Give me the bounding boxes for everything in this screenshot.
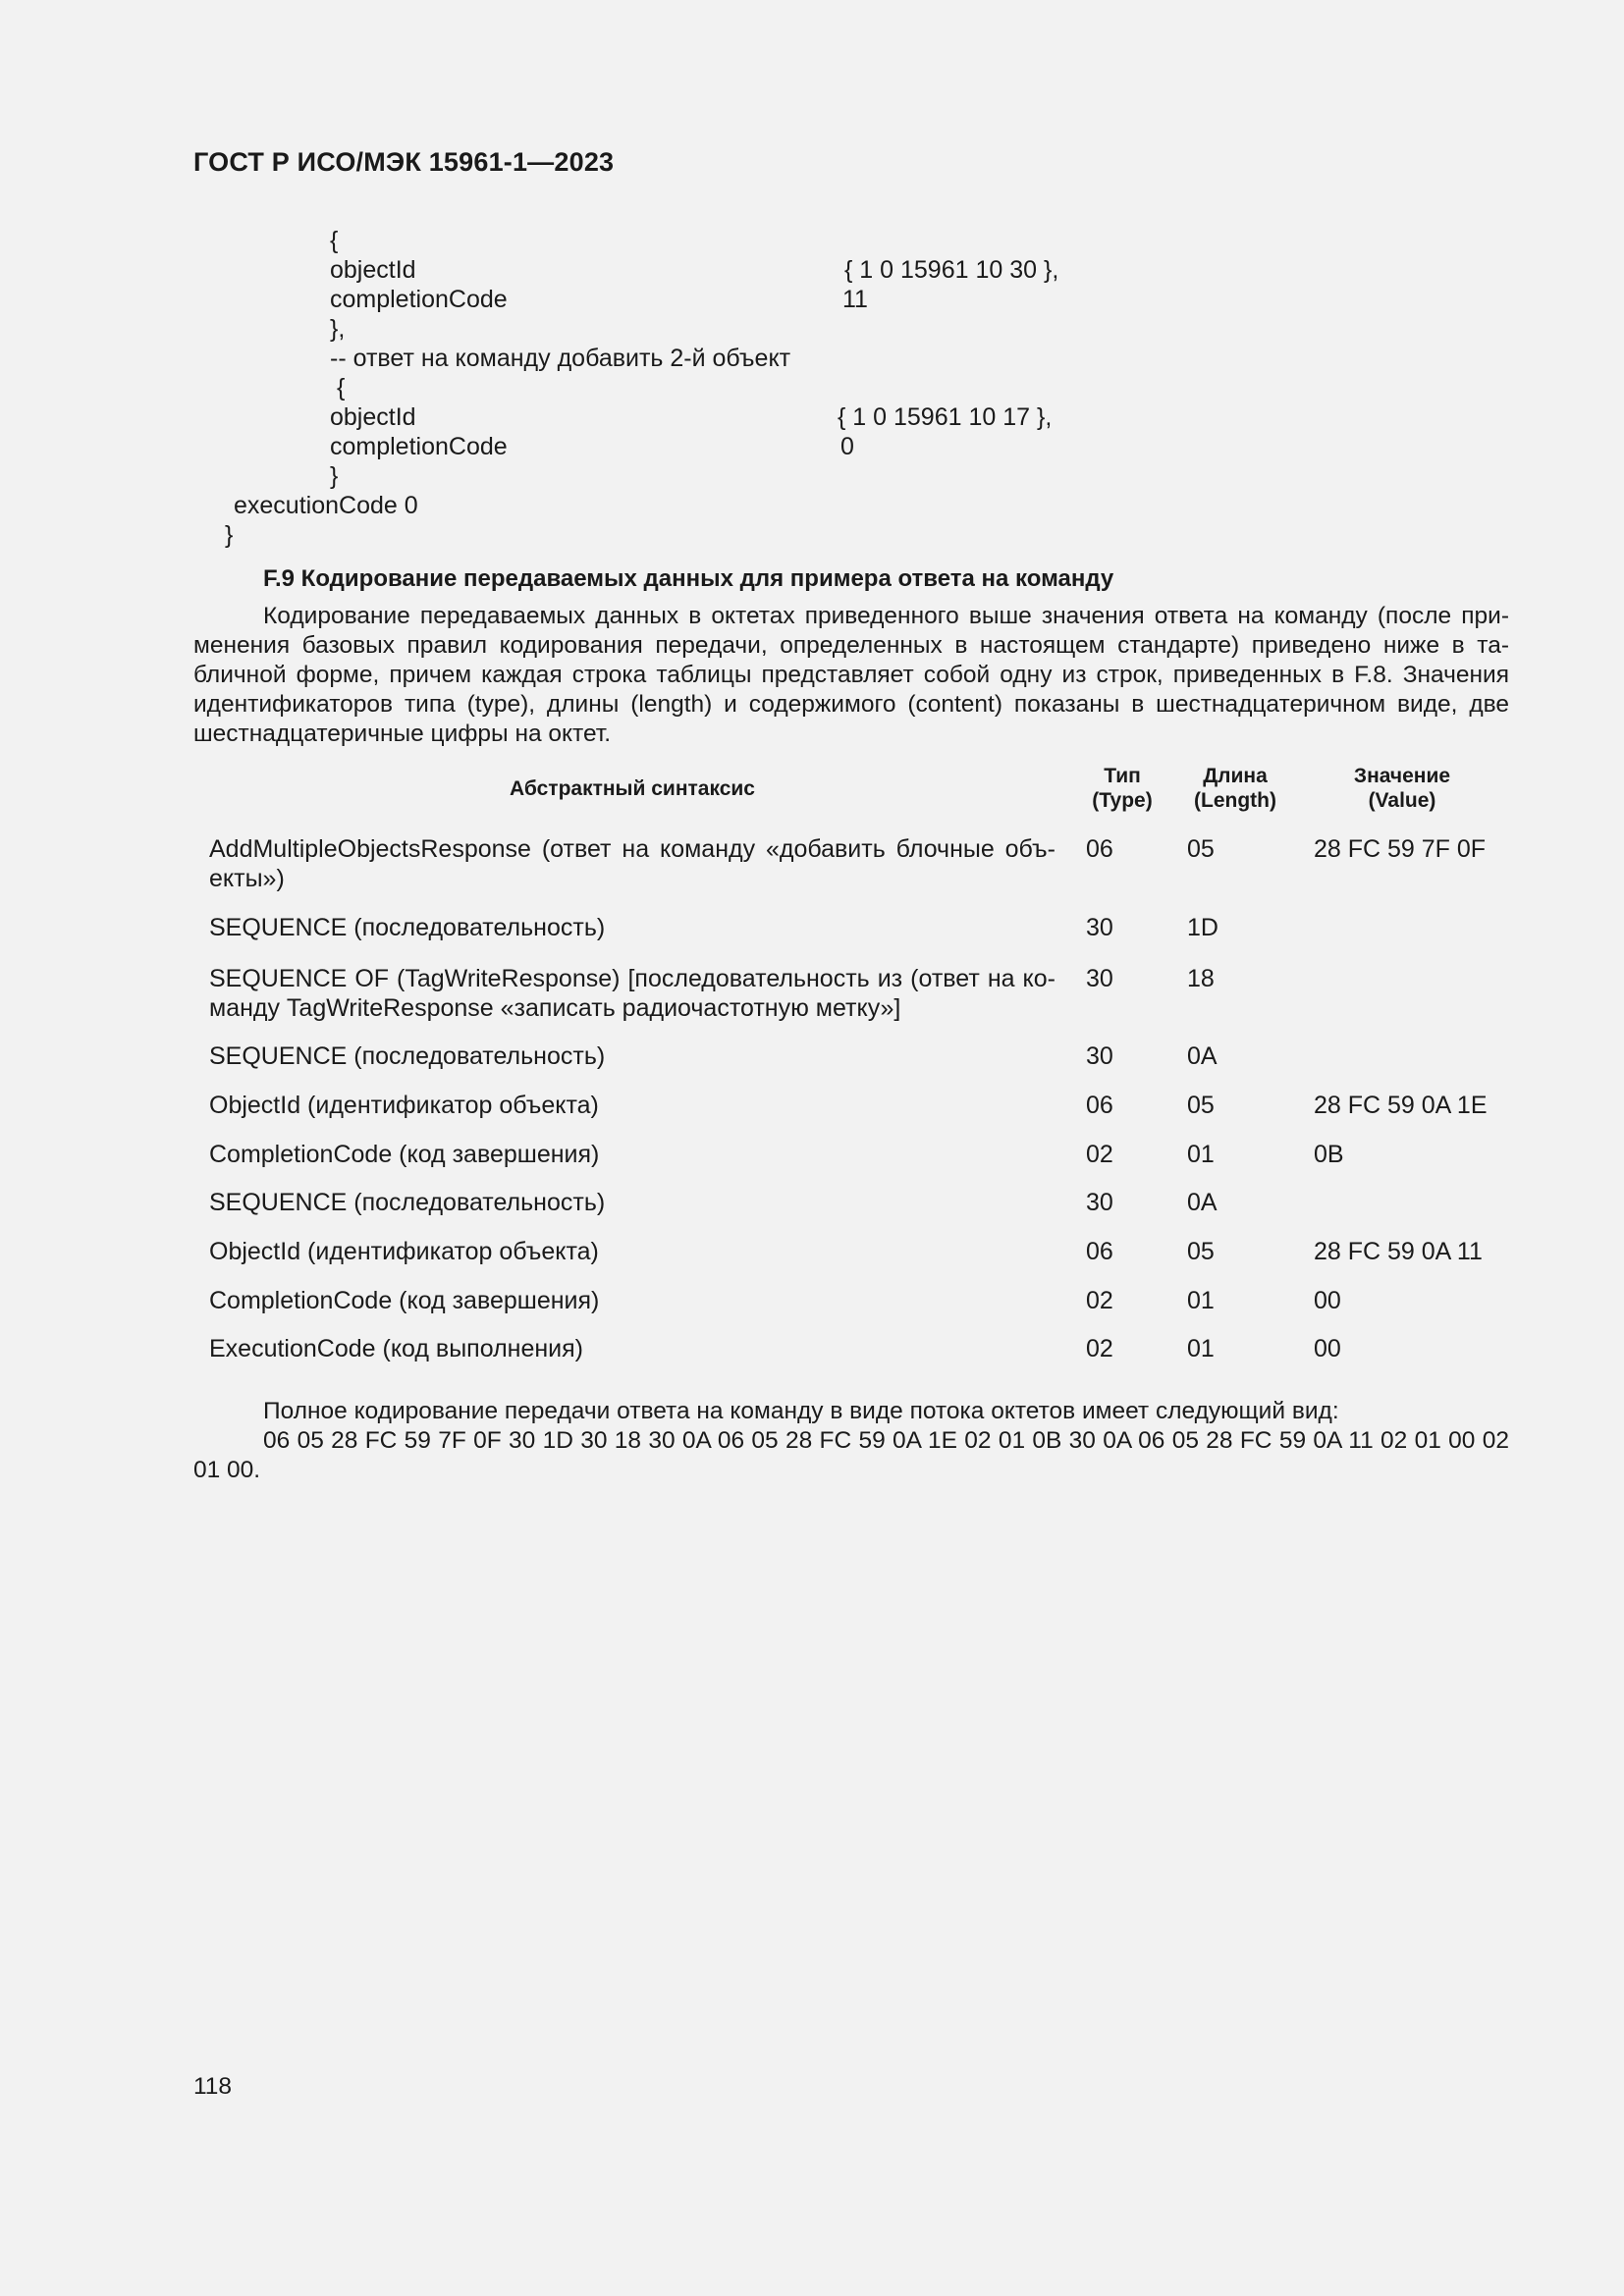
octet-stream-data (193, 1426, 1509, 1485)
table-cell-type: 02 (1086, 1335, 1113, 1362)
code-line: executionCode 0 (234, 492, 418, 519)
code-line-value: 11 (842, 286, 868, 313)
table-cell-length: 01 (1187, 1335, 1215, 1362)
table-cell-value: 00 (1314, 1287, 1341, 1314)
code-line: objectId (330, 256, 416, 284)
document-header: ГОСТ Р ИСО/МЭК 15961-1—2023 (193, 147, 615, 177)
table-header-length-line2: (Length) (1194, 789, 1276, 812)
table-header-value-line2: (Value) (1368, 789, 1436, 812)
table-cell-syntax: AddMultipleObjectsResponse (ответ на команду «добавить блочные объекты») (209, 835, 1056, 892)
table-cell-type: 06 (1086, 1238, 1113, 1265)
table-cell-length: 18 (1187, 965, 1215, 992)
octet-stream-intro-text: Полное кодирование передачи ответа на команду в виде потока октетов имеет следующий вид: (263, 1398, 1339, 1424)
table-header-type (1080, 764, 1164, 813)
table-cell-length: 1D (1187, 914, 1218, 941)
code-line: } (330, 462, 339, 490)
table-cell-type: 30 (1086, 1189, 1113, 1216)
table-cell-type: 02 (1086, 1287, 1113, 1314)
code-line: { (330, 227, 339, 254)
section-paragraph (193, 602, 1509, 749)
octet-stream-block (193, 1397, 1509, 1485)
octet-stream-data-text: 06 05 28 FC 59 7F 0F 30 1D 30 18 30 0A 06 05 28 FC 59 0A 1E 02 01 0B 30 0A 06 05 28 FC 59 0A 11 02 01 00 02 01 00. (193, 1427, 1509, 1483)
table-cell-type: 30 (1086, 1042, 1113, 1070)
table-cell-syntax: ObjectId (идентификатор объекта) (209, 1238, 599, 1265)
code-line: }, (330, 315, 346, 343)
page-number: 118 (193, 2073, 233, 2100)
table-cell-length: 0A (1187, 1042, 1218, 1070)
table-header-length (1178, 764, 1292, 813)
table-cell-type: 30 (1086, 914, 1113, 941)
table-cell-syntax: SEQUENCE (последовательность) (209, 1042, 606, 1070)
table-cell-syntax: SEQUENCE (последовательность) (209, 1189, 606, 1216)
table-cell-syntax: ObjectId (идентификатор объекта) (209, 1092, 599, 1119)
code-line-value: 0 (840, 433, 854, 460)
code-line-value: { 1 0 15961 10 30 }, (844, 256, 1059, 284)
table-cell-syntax: ExecutionCode (код выполнения) (209, 1335, 584, 1362)
table-cell-length: 05 (1187, 835, 1215, 863)
section-heading: F.9 Кодирование передаваемых данных для примера ответа на команду (263, 565, 1114, 592)
table-cell-length: 05 (1187, 1238, 1215, 1265)
table-cell-length: 01 (1187, 1287, 1215, 1314)
code-line: objectId (330, 403, 416, 431)
table-cell-length: 05 (1187, 1092, 1215, 1119)
table-cell-type: 02 (1086, 1141, 1113, 1168)
table-cell-type: 06 (1086, 1092, 1113, 1119)
table-cell-type: 06 (1086, 835, 1113, 863)
table-cell-syntax: CompletionCode (код завершения) (209, 1141, 600, 1168)
code-line: } (225, 521, 234, 549)
code-line: completionCode (330, 433, 508, 460)
table-cell-syntax: SEQUENCE OF (TagWriteResponse) [последовательность из (ответ на команду TagWriteResponse «записать радиочастотную метку»] (209, 965, 1056, 1022)
table-header-value-line1: Значение (1353, 765, 1451, 787)
table-cell-value: 28 FC 59 7F 0F (1314, 835, 1487, 863)
table-cell-value: 28 FC 59 0A 1E (1314, 1092, 1488, 1119)
table-header-syntax: Абстрактный синтаксис (510, 777, 755, 800)
table-header-type-line2: (Type) (1092, 789, 1153, 812)
code-line: completionCode (330, 286, 508, 313)
table-cell-syntax: SEQUENCE (последовательность) (209, 914, 606, 941)
code-line-value: { 1 0 15961 10 17 }, (838, 403, 1053, 431)
section-paragraph-text: Кодирование передаваемых данных в октетах приведенного выше значения ответа на команду (после применения базовых правил кодирования передачи, определенных в настоящем стандарте) приведено ниже в табличной форме, причем каждая строка таблицы представляет собой одну из строк, приведенных в F.8. Значения идентификаторов типа (type), длины (length) и содержимого (content) показаны в шестнадцатеричном виде, две шестнадцатеричные цифры на октет. (193, 603, 1509, 747)
table-cell-length: 01 (1187, 1141, 1215, 1168)
table-header-length-line1: Длина (1203, 765, 1268, 787)
table-cell-syntax: CompletionCode (код завершения) (209, 1287, 600, 1314)
octet-stream-intro (193, 1397, 1509, 1426)
table-header-value (1326, 764, 1479, 813)
table-cell-value: 28 FC 59 0A 11 (1314, 1238, 1483, 1265)
table-cell-type: 30 (1086, 965, 1113, 992)
table-cell-value: 00 (1314, 1335, 1341, 1362)
table-header-type-line1: Тип (1104, 765, 1141, 787)
code-comment: -- ответ на команду добавить 2-й объект (330, 345, 791, 372)
table-cell-length: 0A (1187, 1189, 1218, 1216)
code-line: { (337, 374, 346, 401)
table-cell-value: 0B (1314, 1141, 1344, 1168)
